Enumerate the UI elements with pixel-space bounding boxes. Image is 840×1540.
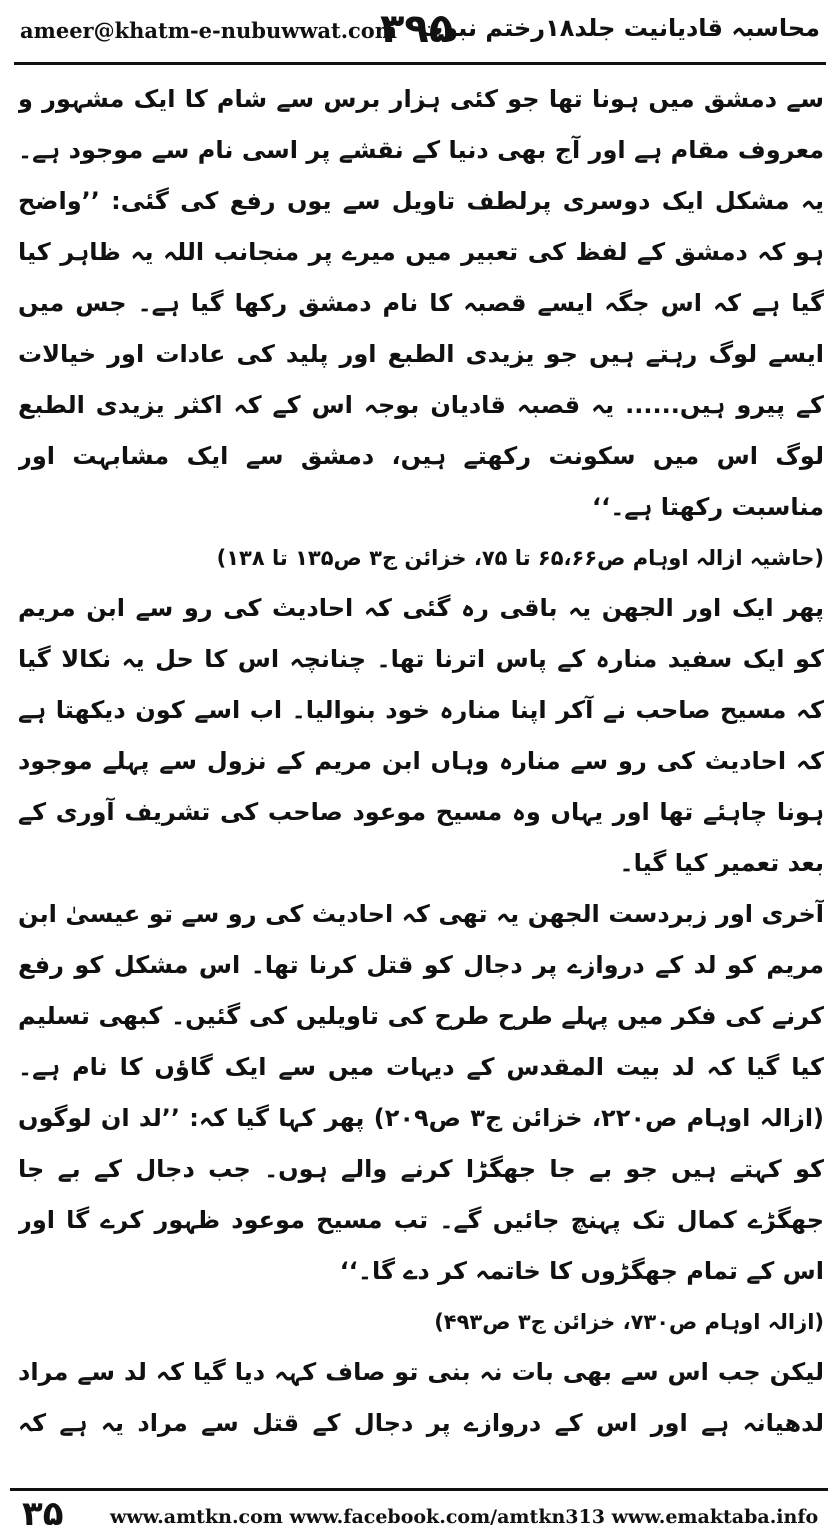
paragraph-ludhiana: لیکن جب اس سے بھی بات نہ بنی تو صاف کہہ دیا گیا کہ لد سے مراد لدھیانہ ہے اور اس کے دروازے پر دجال کے قتل سے مراد یہ ہے کہ [18,1358,824,1437]
paragraph-damascus: سے دمشق میں ہونا تھا جو کئی ہزار برس سے شام کا ایک مشہور و معروف مقام ہے اور آج بھی دنیا کے نقشے پر اسی نام سے موجود ہے۔ یہ مشکل ایک دوسری پرلطف تاویل سے یوں رفع کی گئی: ’’واضح ہو کہ دمشق کے لفظ کی تعبیر میں میرے پر منجانب اللہ یہ ظاہر کیا گیا ہے کہ اس جگہ ایسے قصبہ کا نام دمشق رکھا گیا ہے۔ جس میں ایسے لوگ رہتے ہیں جو یزیدی الطبع اور پلید کی عادات اور خیالات کے پیرو ہیں...... یہ قصبہ قادیان بوجہ اس کے کہ اکثر یزیدی الطبع لوگ اس میں سکونت رکھتے ہیں، دمشق سے ایک مشابہت اور مناسبت رکھتا ہے۔‘‘ [18,85,824,521]
paragraph-minaret: پھر ایک اور الجھن یہ باقی رہ گئی کہ احادیث کی رو سے ابن مریم کو ایک سفید منارہ کے پاس اترنا تھا۔ چنانچہ اس کا حل یہ نکالا گیا کہ مسیح صاحب نے آکر اپنا منارہ خود بنوالیا۔ اب اسے کون دیکھتا ہے کہ احادیث کی رو سے منارہ وہاں ابن مریم کے نزول سے پہلے موجود ہونا چاہئے تھا اور یہاں وہ مسیح موعود صاحب کی تشریف آوری کے بعد تعمیر کیا گیا۔ [18,594,824,877]
reference-izala-auham-1: (حاشیہ ازالہ اوہام ص۶۵،۶۶ تا ۷۵، خزائن ج۳ ص۱۳۵ تا ۱۳۸) [216,546,824,570]
footer-links[interactable]: www.amtkn.com www.facebook.com/amtkn313 www.emaktaba.info [110,1506,819,1528]
header-book-title: محاسبہ قادیانیت جلد۱۸رختم نبوت [419,14,820,42]
paragraph-ludd-gate: آخری اور زبردست الجھن یہ تھی کہ احادیث کی رو سے تو عیسیٰ ابن مریم کو لد کے دروازے پر دجال کو قتل کرنا تھا۔ اس مشکل کو رفع کرنے کی فکر میں پہلے طرح طرح کی تاویلیں کی گئیں۔ کبھی تسلیم کیا گیا کہ لد بیت المقدس کے دیہات میں سے ایک گاؤں کا نام ہے۔ (ازالہ اوہام ص۲۲۰، خزائن ج۳ ص۲۰۹) پھر کہا گیا کہ: ’’لد ان لوگوں کو کہتے ہیں جو بے جا جھگڑا کرنے والے ہوں۔ جب دجال کے بے جا جھگڑے کمال تک پہنچ جائیں گے۔ تب مسیح موعود ظہور کرے گا اور اس کے تمام جھگڑوں کا خاتمہ کر دے گا۔‘‘ [18,900,824,1285]
page-header [0,0,840,62]
header-divider [14,62,826,65]
footer-page-number: ۳۵ [22,1494,64,1534]
page-body [18,74,824,1454]
page-footer [0,1484,840,1540]
reference-izala-auham-2: (ازالہ اوہام ص۷۳۰، خزائن ج۳ ص۴۹۳) [434,1310,824,1334]
footer-divider [10,1488,828,1491]
header-page-number: ۳۹۵ [380,6,454,52]
header-email[interactable]: ameer@khatm-e-nubuwwat.com [20,18,398,43]
